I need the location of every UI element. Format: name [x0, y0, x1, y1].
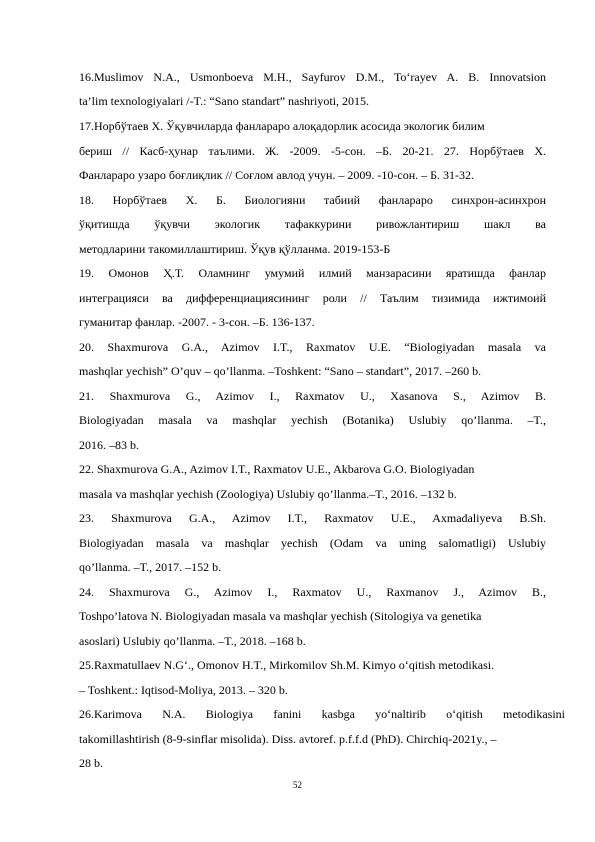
reference-26-line-2: takomillashtirish (8-9-sinflar misolida). Diss. avtoref. p.f.f.d (PhD). Chirchiq-2021y., – [79, 732, 497, 746]
reference-19-line-1: 19. Омонов Ҳ.Т. Оламнинг умумий илмий манзарасини яратишда фанлар [79, 266, 546, 280]
reference-16-line-1: 16.Muslimov N.A., Usmonboeva M.H., Sayfurov D.M., To‘rayev A. B. Innovatsion [79, 70, 546, 84]
reference-25-line-1: 25.Raxmatullaev N.G‘., Omonov H.T., Mirkomilov Sh.M. Kimyo o‘qitish metodikasi. [79, 658, 495, 672]
reference-17-line-3: Фанлараро узаро боғлиқлик // Соғлом авлод учун. – 2009. -10-сон. – Б. 31-32. [79, 168, 475, 182]
reference-24-line-3: asoslari) Uslubiy qo’llanma. –T., 2018. –168 b. [79, 634, 306, 648]
reference-20-line-1: 20. Shaxmurova G.A., Azimov I.T., Raxmatov U.E. “Biologiyadan masala va [79, 340, 546, 354]
reference-26-line-1: 26.Karimova N.A. Biologiya fanini kasbga yo‘naltirib o‘qitish metodikasini [79, 707, 565, 721]
reference-24-line-1: 24. Shaxmurova G., Azimov I., Raxmatov U., Raxmanov J., Azimov B., [79, 585, 546, 599]
reference-22-line-2: masala va mashqlar yechish (Zoologiya) Uslubiy qo’llanma.–T., 2016. –132 b. [79, 487, 457, 501]
page-number: 52 [293, 780, 302, 790]
reference-25-line-2: – Toshkent.: Iqtisod-Moliya, 2013. – 320 b. [79, 683, 288, 697]
reference-18-line-1: 18. Норбўтаев Х. Б. Биологияни табиий фанлараро синхрон-асинхрон [79, 193, 546, 207]
reference-16-line-2: ta’lim texnologiyalari /-T.: “Sano standart” nashriyoti, 2015. [79, 94, 370, 108]
reference-19-line-3: гуманитар фанлар. -2007. - 3-сон. –Б. 136-137. [79, 315, 315, 329]
reference-21-line-3: 2016. –83 b. [79, 438, 139, 452]
reference-20-line-2: mashqlar yechish” O’quv – qo’llanma. –Toshkent: “Sano – standart”, 2017. –260 b. [79, 364, 482, 378]
reference-19-line-2: интеграцияси ва дифференциациясининг роли // Таълим тизимида ижтимоий [79, 291, 546, 305]
reference-26-line-3: 28 b. [79, 756, 103, 770]
reference-21-line-1: 21. Shaxmurova G., Azimov I., Raxmatov U., Xasanova S., Azimov B. [79, 389, 546, 403]
reference-17-line-2: бериш // Касб-ҳунар таълими. Ж. -2009. -5-сон. –Б. 20-21. 27. Норбўтаев Х. [79, 144, 546, 158]
reference-23-line-3: qo’llanma. –T., 2017. –152 b. [79, 560, 222, 574]
reference-24-line-2: Toshpo’latova N. Biologiyadan masala va mashqlar yechish (Sitologiya va genetika [79, 609, 482, 623]
reference-18-line-2: ўқитишда ўқувчи экологик тафаккурини ривожлантириш шакл ва [79, 217, 546, 231]
reference-23-line-1: 23. Shaxmurova G.A., Azimov I.T., Raxmatov U.E., Axmadaliyeva B.Sh. [79, 511, 546, 525]
reference-23-line-2: Biologiyadan masala va mashqlar yechish (Odam va uning salomatligi) Uslubiy [79, 536, 546, 550]
reference-18-line-3: методларини такомиллаштириш. Ўқув қўлланма. 2019-153-Б [79, 242, 391, 256]
reference-17-line-1: 17.Норбўтаев Х. Ўқувчиларда фанлараро алоқадорлик асосида экологик билим [79, 119, 485, 133]
reference-21-line-2: Biologiyadan masala va mashqlar yechish (Botanika) Uslubiy qo’llanma. –T., [79, 413, 546, 427]
reference-22-line-1: 22. Shaxmurova G.A., Azimov I.T., Raxmatov U.E., Akbarova G.O. Biologiyadan [79, 462, 475, 476]
